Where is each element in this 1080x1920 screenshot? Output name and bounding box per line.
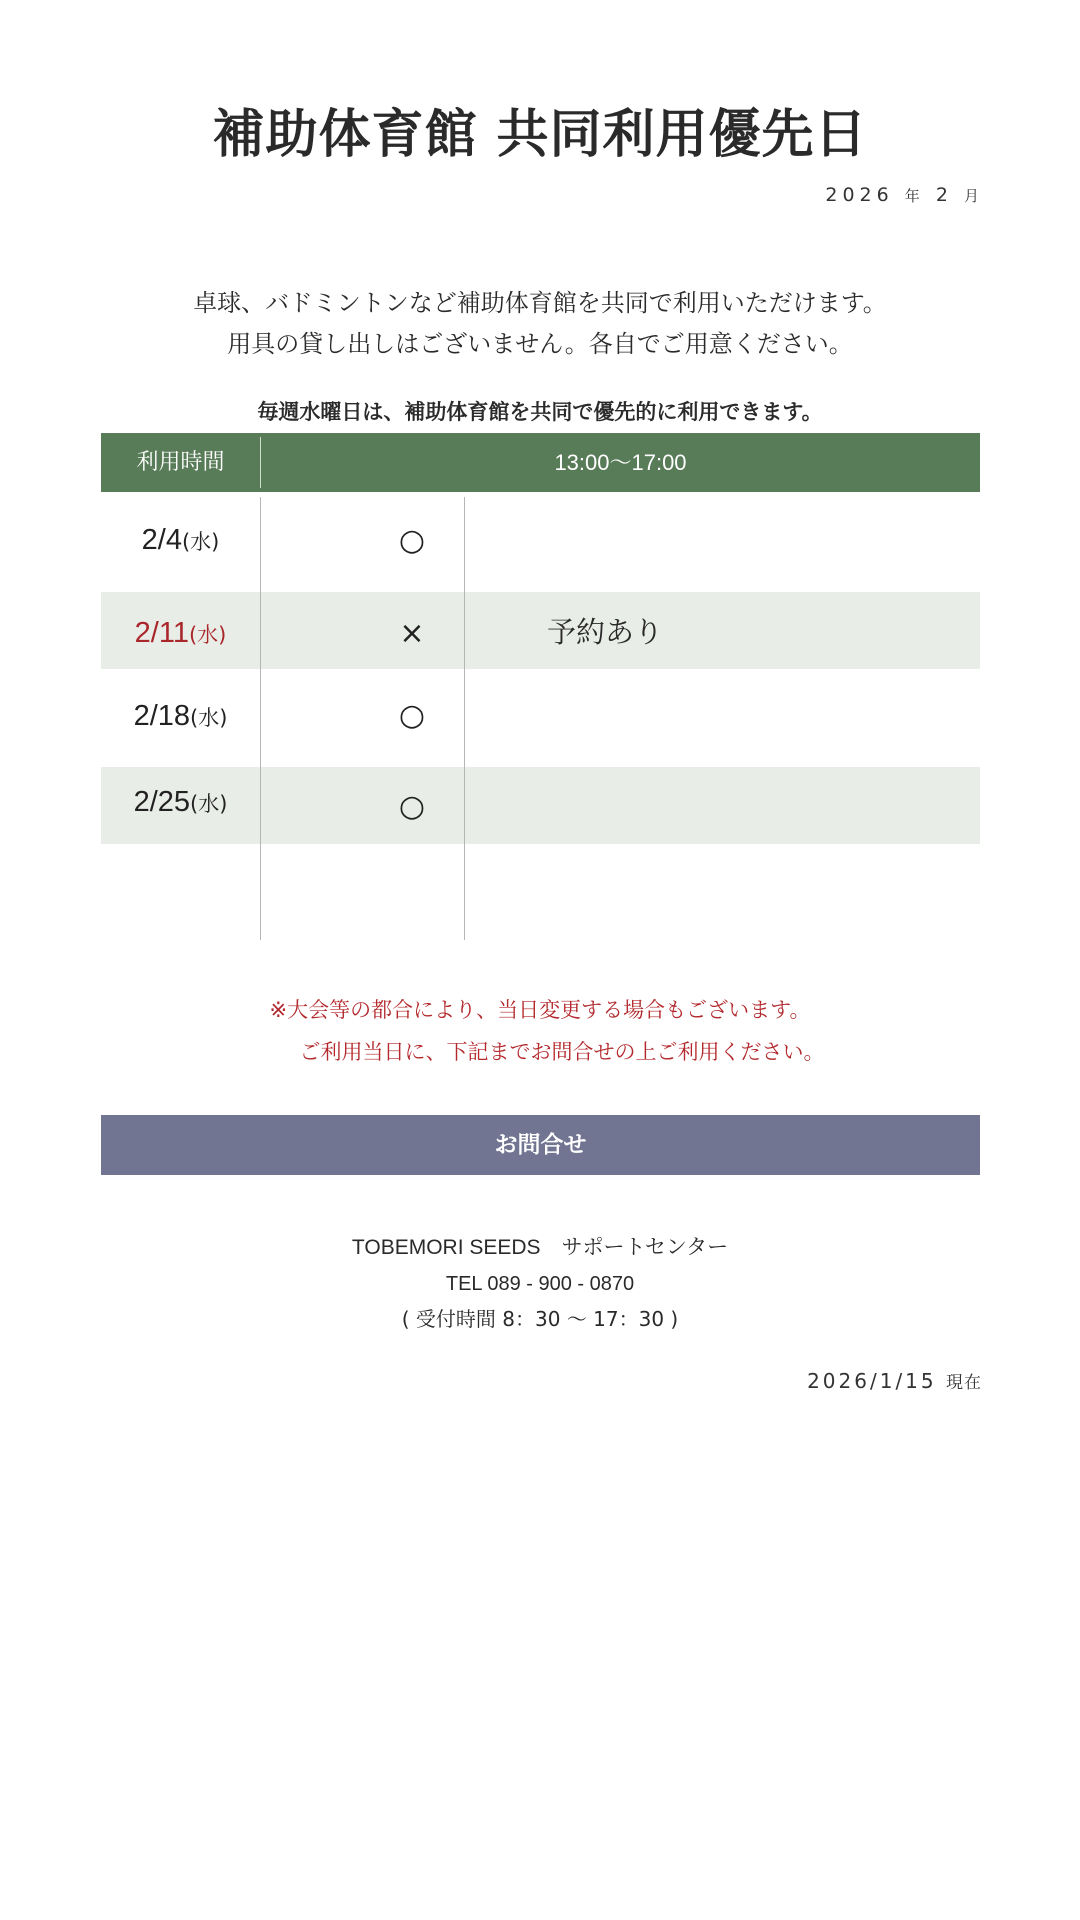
row-date-value: 2/11 [134, 617, 189, 649]
month-unit: 月 [963, 187, 984, 205]
column-divider [464, 497, 465, 940]
table-row [101, 672, 980, 764]
availability-mark: ○ [398, 698, 426, 733]
contact-heading: お問合せ [101, 1115, 980, 1175]
support-center-name: TOBEMORI SEEDS サポートセンター [351, 1236, 729, 1259]
page-title: 補助体育館 共同利用優先日 [212, 105, 868, 165]
month-year: 2026 [825, 184, 894, 206]
availability-mark: ○ [398, 789, 426, 824]
availability-mark: × [399, 616, 425, 651]
row-note: 予約あり [547, 615, 664, 649]
lead-text: 毎週水曜日は、補助体育館を共同で優先的に利用できます。 [257, 400, 823, 424]
row-day-of-week: (水) [190, 706, 228, 730]
month-label [825, 184, 984, 206]
table-header [101, 433, 980, 492]
intro-line-2: 用具の貸し出しはございません。各自でご用意ください。 [227, 330, 853, 358]
as-of-suffix: 現在 [946, 1373, 982, 1393]
warning-line-2: ご利用当日に、下記までお問合せの上ご利用ください。 [299, 1040, 825, 1064]
row-date [101, 617, 260, 650]
row-date [101, 700, 260, 733]
column-divider [260, 497, 261, 940]
reception-hours: ( 受付時間 8：30 〜 17：30 ) [401, 1307, 679, 1331]
row-date-value: 2/18 [133, 700, 191, 732]
header-time: 13:00〜17:00 [554, 450, 687, 475]
table-row [101, 592, 980, 669]
row-day-of-week: (水) [181, 530, 220, 554]
as-of-date-value: 2026/1/15 [807, 1369, 937, 1393]
row-day-of-week: (水) [188, 623, 227, 647]
row-date [101, 786, 260, 819]
availability-mark: ○ [398, 523, 426, 558]
month-number: 2 [935, 184, 953, 206]
row-day-of-week: (水) [190, 792, 228, 816]
table-row [101, 767, 980, 844]
phone-number: TEL 089 - 900 - 0870 [445, 1273, 635, 1295]
header-usage-label: 利用時間 [136, 450, 225, 475]
row-date-value: 2/25 [133, 786, 191, 818]
row-date-value: 2/4 [141, 524, 182, 556]
month-year-unit: 年 [904, 187, 925, 205]
intro-line-1: 卓球、バドミントンなど補助体育館を共同で利用いただけます。 [193, 289, 887, 317]
warning-line-1: ※大会等の都合により、当日変更する場合もございます。 [269, 998, 811, 1022]
row-date [101, 524, 260, 557]
as-of-date [807, 1368, 982, 1393]
table-row [101, 497, 980, 589]
